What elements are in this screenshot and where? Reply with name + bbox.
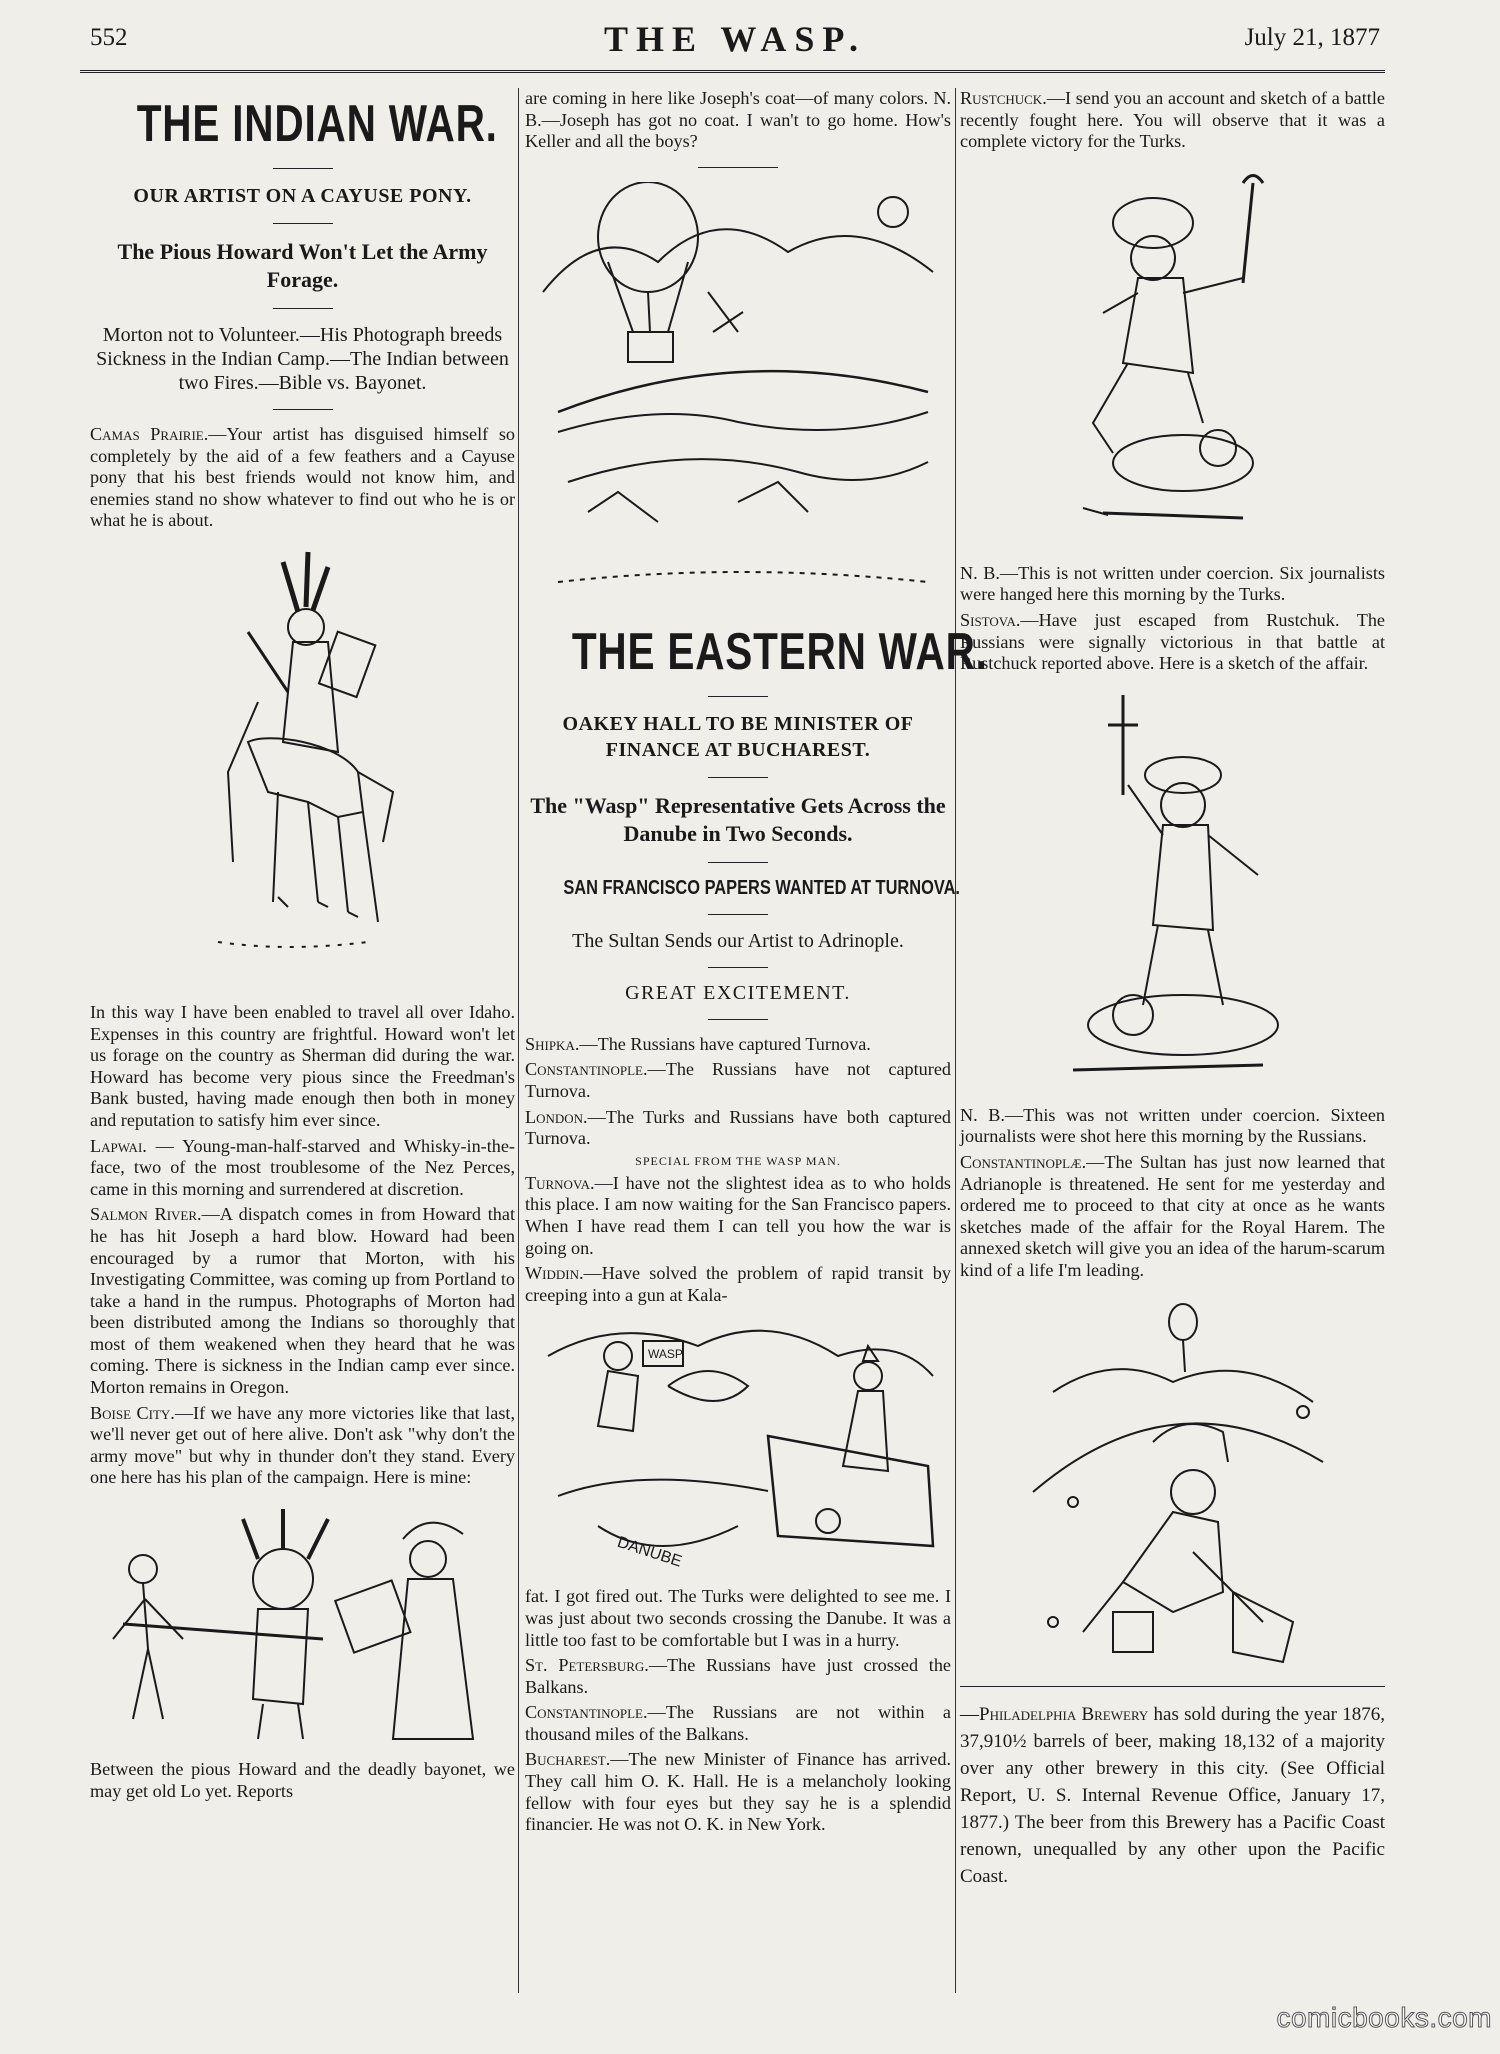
cartoon-label-danube: DANUBE — [615, 1534, 684, 1571]
dispatch: Boise City.—If we have any more victories like that last, we'll never get out of here alive. Don't ask "why don't the army move" but why in thunder don't they stand. Every one here has his plan of the campaign. Here is mine: — [90, 1402, 515, 1488]
dateline: Widdin. — [525, 1263, 584, 1284]
dateline: Constantinoplæ. — [960, 1151, 1087, 1172]
dateline: Bucharest. — [525, 1749, 611, 1770]
dateline: London. — [525, 1106, 588, 1127]
page-number: 552 — [90, 24, 128, 51]
issue-date: July 21, 1877 — [1244, 24, 1380, 51]
subhead: OAKEY HALL TO BE MINISTER OF FINANCE AT BUCHAREST. — [562, 712, 914, 761]
dateline: Shipka. — [525, 1033, 580, 1054]
illustration-indian-between-two-fires — [93, 1499, 513, 1749]
headline-indian-war: THE INDIAN WAR. — [136, 95, 498, 153]
subhead: SAN FRANCISCO PAPERS WANTED AT TURNOVA. — [563, 876, 960, 899]
subhead: The Sultan Sends our Artist to Adrinople. — [572, 929, 904, 952]
divider — [708, 914, 768, 915]
dispatch: Constantinople.—The Russians are not within a thousand miles of the Balkans. — [525, 1702, 951, 1744]
illustration-balloon-over-danube — [538, 182, 938, 612]
dispatch: London.—The Turks and Russians have both captured Turnova. — [525, 1106, 951, 1149]
dateline: St. Petersburg. — [525, 1655, 649, 1676]
dispatch: are coming in here like Joseph's coat—of many colors. N. B.—Joseph has got no coat. I wan't to go home. How's Keller and all the boys? — [525, 88, 951, 152]
illustration-fired-across-danube — [538, 1316, 938, 1576]
ornament-rule — [698, 167, 778, 168]
column-divider — [518, 88, 519, 1993]
dateline: Turnova. — [525, 1172, 595, 1193]
divider — [708, 696, 768, 697]
dispatch: In this way I have been enabled to travel all over Idaho. Expenses in this country are frightful. Howard won't let us forage on the country as Sherman did during the war. Howard has become very pious since the Freedman's Bank busted, having made enough then both in money and reputation to satisfy him ever since. — [90, 1001, 515, 1130]
dateline: Rustchuck. — [960, 88, 1047, 108]
divider — [273, 168, 333, 169]
dispatch: N. B.—This is not written under coercion. Six journalists were hanged here this morning by the Turks. — [960, 562, 1385, 605]
dispatch: Widdin.—Have solved the problem of rapid transit by creeping into a gun at Kala- — [525, 1263, 951, 1305]
masthead — [90, 18, 1380, 58]
column-divider — [955, 88, 956, 1993]
advert-name: —Philadelphia Brewery — [960, 1703, 1149, 1725]
divider — [708, 1019, 768, 1020]
headline-eastern-war: THE EASTERN WAR. — [571, 622, 988, 681]
dispatch: Sistova.—Have just escaped from Rustchuk. The Russians were signally victorious in that battle at Rustchuck reported above. Here is a sketch of the affair. — [960, 609, 1385, 674]
divider — [708, 862, 768, 863]
dateline: Constantinople. — [525, 1059, 648, 1080]
dispatch: Rustchuck.—I send you an account and sketch of a battle recently fought here. You will observe that it was a complete victory for the Turks. — [960, 88, 1385, 152]
subhead: The "Wasp" Representative Gets Across the Danube in Two Seconds. — [530, 792, 946, 846]
illustration-turk-victory — [1043, 163, 1303, 553]
dateline: Camas Prairie. — [90, 424, 209, 444]
dateline: Sistova. — [960, 609, 1021, 630]
dispatch: Turnova.—I have not the slightest idea as to who holds this place. I am now waiting for the San Francisco papers. When I have read them I can tell you how the war is going on. — [525, 1172, 951, 1258]
dispatch: Constantinoplæ.—The Sultan has just now learned that Adrianople is threatened. He sent for me yesterday and ordered me to proceed to that city at once as he wants sketches made of the affair for the Royal Harem. The annexed sketch will give you an idea of the harum-scarum kind of a life I'm leading. — [960, 1151, 1385, 1280]
divider — [273, 409, 333, 410]
dispatch: Salmon River.—A dispatch comes in from Howard that he has hit Joseph a hard blow. Howard had been encouraged by a rumor that Morton, with his Investigating Committee, was coming up from Portland to take a hand in the rumpus. Photographs of Morton had been distributed among the Indians so thoroughly that most of them weakened when they heard that he was coming. There is sickness in the Indian camp ever since. Morton remains in Oregon. — [90, 1204, 516, 1398]
dispatch: N. B.—This was not written under coercion. Sixteen journalists were shot here this morning by the Russians. — [960, 1104, 1385, 1147]
dispatch: Shipka.—The Russians have captured Turnova. — [525, 1033, 871, 1054]
column-eastern-war — [525, 88, 988, 1840]
subhead: OUR ARTIST ON A CAYUSE PONY. — [133, 185, 472, 207]
dateline: Constantinople. — [525, 1702, 648, 1723]
deck: Morton not to Volunteer.—His Photograph breeds Sickness in the Indian Camp.—The Indian between two Fires.—Bible vs. Bayonet. — [96, 324, 509, 394]
illustration-harum-scarum-life — [993, 1292, 1353, 1672]
dispatch: Lapwai. — Young-man-half-starved and Whisky-in-the-face, two of the most troublesome of the Nez Perces, came in this morning and surrendered at discretion. — [90, 1135, 515, 1199]
illustration-russian-victory — [1043, 685, 1303, 1095]
cartoon-label-wasp: WASP — [648, 1347, 683, 1362]
advert-rule — [960, 1686, 1385, 1687]
illustration-artist-on-pony — [188, 542, 418, 992]
divider — [708, 967, 768, 968]
dispatch: Camas Prairie.—Your artist has disguised himself so completely by the aid of a few feathers and a Cayuse pony that his best friends would not know him, and enemies stand no show whatever to find out who he is or what he is about. — [90, 424, 515, 531]
dispatch: fat. I got fired out. The Turks were delighted to see me. I was just about two seconds crossing the Danube. It was a little too fast to be comfortable but I was in a hurry. — [525, 1586, 951, 1650]
paper-title: THE WASP. — [603, 19, 867, 59]
dispatch: Bucharest.—The new Minister of Finance has arrived. They call him O. K. Hall. He is a melancholy looking fellow with four eyes but they say he is a splendid financier. He was not O. K. in New York. — [525, 1749, 951, 1835]
subhead: GREAT EXCITEMENT. — [625, 981, 851, 1004]
dateline: Salmon River. — [90, 1204, 202, 1225]
masthead-rule — [80, 70, 1385, 75]
column-dispatches — [960, 88, 1385, 1894]
subhead: The Pious Howard Won't Let the Army Forage. — [117, 239, 488, 292]
divider — [273, 223, 333, 224]
column-indian-war — [90, 88, 515, 1806]
dateline: Boise City. — [90, 1402, 175, 1423]
dispatch: St. Petersburg.—The Russians have just crossed the Balkans. — [525, 1655, 952, 1697]
dispatch: Between the pious Howard and the deadly bayonet, we may get old Lo yet. Reports — [90, 1759, 515, 1801]
advert-text: —Philadelphia Brewery has sold during the year 1876, 37,910½ barrels of beer, making 18,132 of a majority over any other brewery in this city. (See Official Report, U. S. Internal Revenue Office, January 17, 1877.) The beer from this Brewery has a Pacific Coast renown, unequalled by any other upon the Pacific Coast. — [960, 1703, 1385, 1887]
dispatch: Constantinople.—The Russians have not captured Turnova. — [525, 1059, 951, 1101]
special-notice: SPECIAL FROM THE WASP MAN. — [635, 1153, 841, 1168]
divider — [273, 308, 333, 309]
brewery-advertisement — [960, 1701, 1385, 1890]
watermark: comicbooks.com — [1276, 2002, 1492, 2033]
divider — [708, 777, 768, 778]
dateline: Lapwai. — [90, 1135, 147, 1156]
